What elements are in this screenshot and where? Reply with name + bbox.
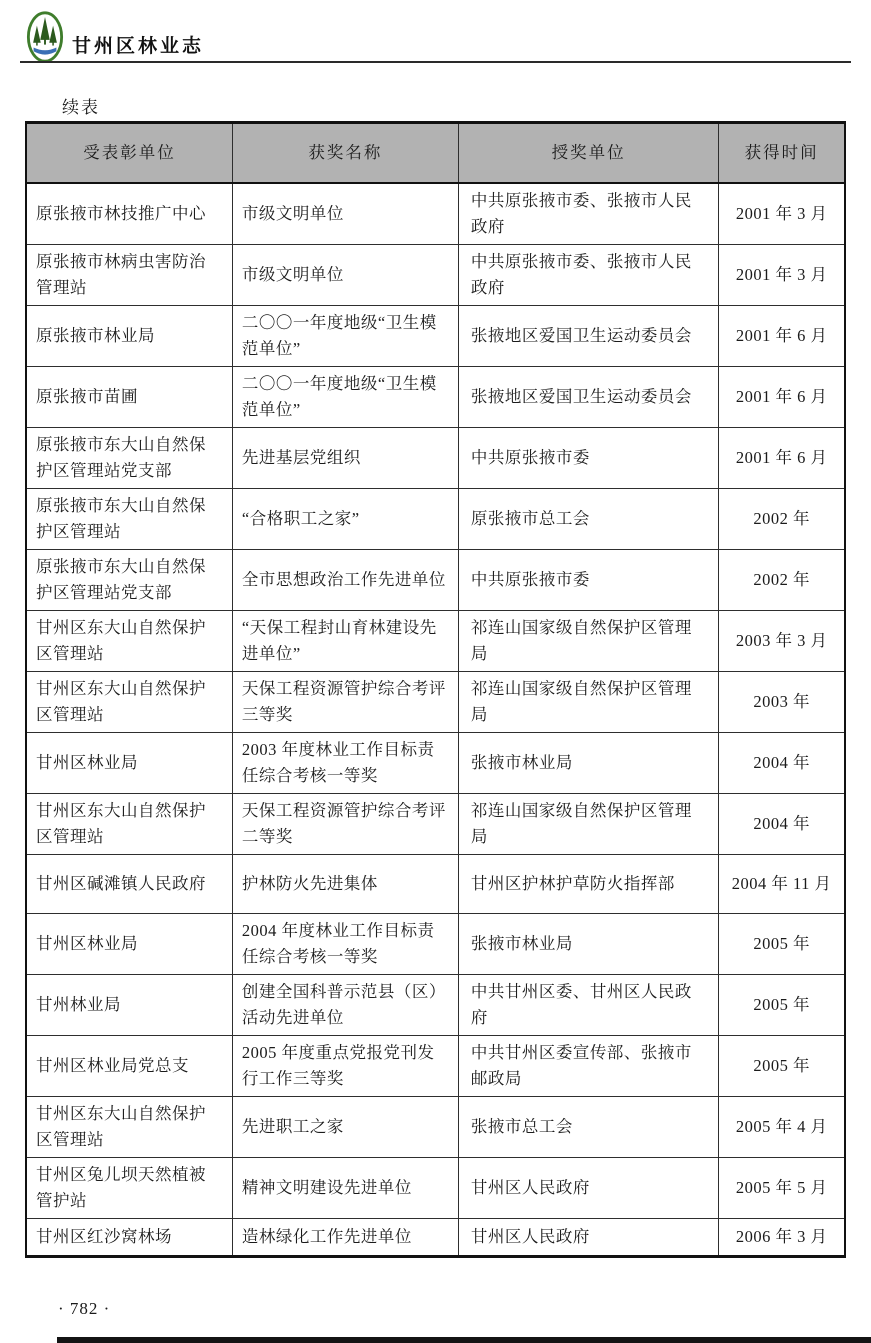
masthead-divider xyxy=(20,61,851,63)
table-cell-date: 2004 年 xyxy=(719,732,845,793)
table-cell-award: 护林防火先进集体 xyxy=(232,854,458,913)
table-cell-award: 先进基层党组织 xyxy=(232,427,458,488)
table-cell-authority: 张掖市林业局 xyxy=(458,732,718,793)
table-cell-award: 市级文明单位 xyxy=(232,244,458,305)
table-cell-date: 2005 年 xyxy=(719,1035,845,1096)
table-cell-date: 2001 年 3 月 xyxy=(719,244,845,305)
table-row xyxy=(26,244,845,305)
table-row xyxy=(26,1096,845,1157)
table-cell-date: 2001 年 6 月 xyxy=(719,305,845,366)
masthead xyxy=(26,10,204,64)
table-cell-unit: 原张掖市林技推广中心 xyxy=(26,183,232,245)
table-row xyxy=(26,427,845,488)
table-cell-authority: 甘州区护林护草防火指挥部 xyxy=(458,854,718,913)
header-row xyxy=(26,123,845,183)
table-cell-date: 2005 年 xyxy=(719,974,845,1035)
table-row xyxy=(26,1157,845,1218)
table-cell-unit: 甘州区兔儿坝天然植被管护站 xyxy=(26,1157,232,1218)
table-cell-unit: 原张掖市苗圃 xyxy=(26,366,232,427)
awards-table-header xyxy=(26,123,845,183)
table-row xyxy=(26,610,845,671)
table-row xyxy=(26,732,845,793)
table-cell-unit: 原张掖市东大山自然保护区管理站党支部 xyxy=(26,427,232,488)
table-cell-date: 2003 年 xyxy=(719,671,845,732)
table-cell-unit: 甘州区林业局 xyxy=(26,913,232,974)
book-title: 甘州区林业志 xyxy=(72,35,205,57)
table-cell-date: 2002 年 xyxy=(719,488,845,549)
table-cell-award: “天保工程封山育林建设先进单位” xyxy=(232,610,458,671)
table-cell-authority: 甘州区人民政府 xyxy=(458,1218,718,1256)
table-cell-authority: 中共原张掖市委 xyxy=(458,549,718,610)
column-header-award-name: 获奖名称 xyxy=(232,123,458,183)
table-cell-date: 2005 年 4 月 xyxy=(719,1096,845,1157)
table-cell-unit: 原张掖市林业局 xyxy=(26,305,232,366)
table-row xyxy=(26,1035,845,1096)
table-cell-authority: 中共甘州区委、甘州区人民政府 xyxy=(458,974,718,1035)
column-header-awarded-unit: 受表彰单位 xyxy=(26,123,232,183)
table-cell-date: 2004 年 xyxy=(719,793,845,854)
bottom-scan-bar xyxy=(57,1337,871,1343)
table-cell-award: 2005 年度重点党报党刊发行工作三等奖 xyxy=(232,1035,458,1096)
table-cell-date: 2005 年 xyxy=(719,913,845,974)
table-cell-authority: 祁连山国家级自然保护区管理局 xyxy=(458,793,718,854)
table-cell-unit: 甘州林业局 xyxy=(26,974,232,1035)
table-row xyxy=(26,183,845,245)
table-cell-authority: 张掖地区爱国卫生运动委员会 xyxy=(458,366,718,427)
page-number: · 782 · xyxy=(58,1299,111,1318)
table-row xyxy=(26,974,845,1035)
table-row xyxy=(26,793,845,854)
table-cell-award: 全市思想政治工作先进单位 xyxy=(232,549,458,610)
table-cell-award: 精神文明建设先进单位 xyxy=(232,1157,458,1218)
table-cell-unit: 甘州区东大山自然保护区管理站 xyxy=(26,1096,232,1157)
table-cell-unit: 甘州区林业局党总支 xyxy=(26,1035,232,1096)
table-cell-date: 2005 年 5 月 xyxy=(719,1157,845,1218)
table-cell-unit: 甘州区东大山自然保护区管理站 xyxy=(26,671,232,732)
table-cell-award: “合格职工之家” xyxy=(232,488,458,549)
table-row xyxy=(26,549,845,610)
table-cell-unit: 甘州区东大山自然保护区管理站 xyxy=(26,610,232,671)
table-cell-authority: 祁连山国家级自然保护区管理局 xyxy=(458,671,718,732)
awards-table-body xyxy=(26,183,845,1257)
table-cell-date: 2004 年 11 月 xyxy=(719,854,845,913)
table-cell-award: 2003 年度林业工作目标责任综合考核一等奖 xyxy=(232,732,458,793)
table-cell-award: 创建全国科普示范县（区）活动先进单位 xyxy=(232,974,458,1035)
table-cell-authority: 中共原张掖市委 xyxy=(458,427,718,488)
table-cell-unit: 甘州区红沙窝林场 xyxy=(26,1218,232,1256)
table-row xyxy=(26,366,845,427)
table-cell-award: 2004 年度林业工作目标责任综合考核一等奖 xyxy=(232,913,458,974)
table-cell-authority: 张掖地区爱国卫生运动委员会 xyxy=(458,305,718,366)
table-cell-unit: 原张掖市东大山自然保护区管理站 xyxy=(26,488,232,549)
table-cell-unit: 原张掖市林病虫害防治管理站 xyxy=(26,244,232,305)
table-cell-date: 2002 年 xyxy=(719,549,845,610)
table-cell-authority: 祁连山国家级自然保护区管理局 xyxy=(458,610,718,671)
table-cell-award: 天保工程资源管护综合考评二等奖 xyxy=(232,793,458,854)
table-row xyxy=(26,671,845,732)
table-cell-award: 二〇〇一年度地级“卫生模范单位” xyxy=(232,366,458,427)
table-cell-authority: 中共原张掖市委、张掖市人民政府 xyxy=(458,183,718,245)
table-cell-authority: 甘州区人民政府 xyxy=(458,1157,718,1218)
table-cell-date: 2003 年 3 月 xyxy=(719,610,845,671)
awards-table xyxy=(25,121,846,1258)
table-cell-date: 2001 年 6 月 xyxy=(719,366,845,427)
table-cell-award: 先进职工之家 xyxy=(232,1096,458,1157)
continued-table-label: 续表 xyxy=(62,98,100,117)
table-row xyxy=(26,305,845,366)
table-cell-award: 天保工程资源管护综合考评三等奖 xyxy=(232,671,458,732)
table-cell-authority: 原张掖市总工会 xyxy=(458,488,718,549)
table-row xyxy=(26,488,845,549)
table-cell-date: 2001 年 3 月 xyxy=(719,183,845,245)
table-row xyxy=(26,854,845,913)
column-header-awarding-unit: 授奖单位 xyxy=(458,123,718,183)
table-cell-award: 市级文明单位 xyxy=(232,183,458,245)
table-cell-unit: 原张掖市东大山自然保护区管理站党支部 xyxy=(26,549,232,610)
column-header-date-received: 获得时间 xyxy=(719,123,845,183)
table-cell-award: 二〇〇一年度地级“卫生模范单位” xyxy=(232,305,458,366)
table-cell-authority: 中共甘州区委宣传部、张掖市邮政局 xyxy=(458,1035,718,1096)
table-cell-date: 2001 年 6 月 xyxy=(719,427,845,488)
table-cell-authority: 张掖市林业局 xyxy=(458,913,718,974)
forestry-logo-icon xyxy=(26,10,64,64)
table-row xyxy=(26,1218,845,1256)
table-cell-authority: 中共原张掖市委、张掖市人民政府 xyxy=(458,244,718,305)
table-cell-unit: 甘州区碱滩镇人民政府 xyxy=(26,854,232,913)
table-cell-unit: 甘州区东大山自然保护区管理站 xyxy=(26,793,232,854)
table-cell-unit: 甘州区林业局 xyxy=(26,732,232,793)
table-cell-date: 2006 年 3 月 xyxy=(719,1218,845,1256)
table-cell-authority: 张掖市总工会 xyxy=(458,1096,718,1157)
table-row xyxy=(26,913,845,974)
table-cell-award: 造林绿化工作先进单位 xyxy=(232,1218,458,1256)
